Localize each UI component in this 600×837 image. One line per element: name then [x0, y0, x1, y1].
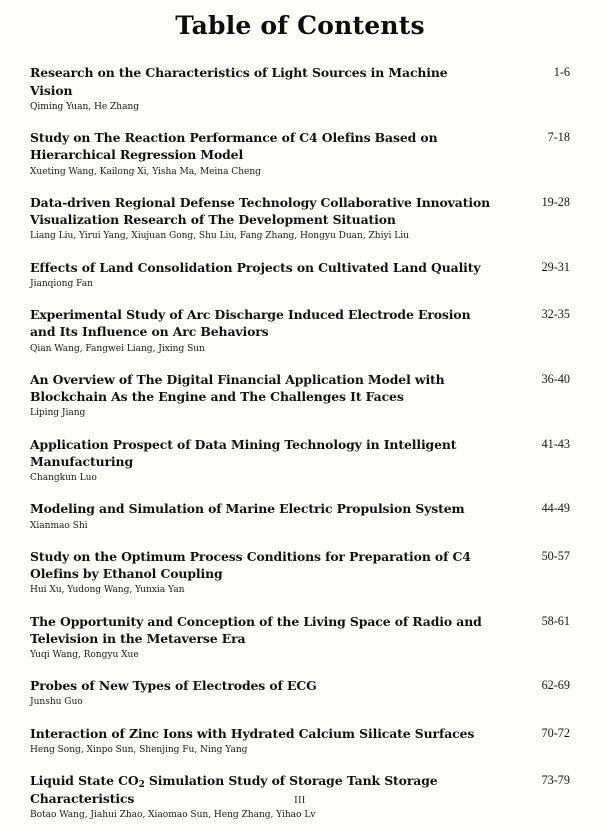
- toc-entry[interactable]: [30, 64, 570, 114]
- toc-entry[interactable]: [30, 129, 570, 179]
- toc-entry[interactable]: [30, 306, 570, 356]
- toc-entry[interactable]: [30, 259, 570, 292]
- page-folio: III: [294, 795, 306, 806]
- toc-entry-title[interactable]: Liquid State $CO_2$ Simulation Study of Storage Tank Storage Characteristics: [30, 772, 438, 806]
- toc-entry-title[interactable]: Study on The Reaction Performance of C4 Olefins Based on Hierarchical Regression Model: [30, 129, 438, 163]
- toc-entry-row: [30, 306, 570, 341]
- toc-entry-title[interactable]: Probes of New Types of Electrodes of ECG: [30, 678, 317, 694]
- toc-entry-title[interactable]: Interaction of Zinc Ions with Hydrated Calcium Silicate Surfaces: [30, 725, 475, 741]
- toc-entry-pages: 50-57: [541, 548, 570, 563]
- toc-entry-row: [30, 548, 570, 583]
- toc-entry[interactable]: [30, 371, 570, 421]
- toc-entry[interactable]: [30, 725, 570, 758]
- toc-entry-row: [30, 194, 570, 229]
- toc-entry[interactable]: [30, 677, 570, 710]
- toc-entry-title[interactable]: Modeling and Simulation of Marine Electric Propulsion System: [30, 501, 465, 517]
- toc-entry-title[interactable]: The Opportunity and Conception of the Living Space of Radio and Television in the Metaverse Era: [30, 613, 482, 647]
- toc-entry-authors: Heng Song, Xinpo Sun, Shenjing Fu, Ning Yang: [30, 744, 248, 755]
- toc-entry-title[interactable]: Data-driven Regional Defense Technology Collaborative Innovation Visualization Research of The Development Situation: [30, 194, 491, 228]
- toc-entry-authors: Botao Wang, Jiahui Zhao, Xiaomao Sun, Heng Zhang, Yihao Lv: [30, 809, 316, 820]
- toc-entry-pages: 41-43: [541, 436, 570, 451]
- toc-entry-authors: Liping Jiang: [30, 408, 86, 419]
- toc-entry-row: [30, 259, 570, 277]
- toc-entry-pages: 7-18: [547, 129, 570, 144]
- toc-entry-title[interactable]: Study on the Optimum Process Conditions for Preparation of C4 Olefins by Ethanol Coupling: [30, 548, 471, 582]
- toc-entry-pages: 44-49: [541, 501, 570, 516]
- toc-entry-row: [30, 64, 570, 99]
- toc-entry-authors: Yuqi Wang, Rongyu Xue: [30, 650, 139, 661]
- toc-entry-authors: Xueting Wang, Kailong Xi, Yisha Ma, Meina Cheng: [30, 166, 261, 177]
- toc-entry-authors: Qiming Yuan, He Zhang: [30, 101, 140, 112]
- toc-entry-pages: 36-40: [541, 371, 570, 386]
- toc-entry-row: [30, 371, 570, 406]
- page-title: Table of Contents: [175, 11, 425, 40]
- toc-entry-row: [30, 725, 570, 743]
- toc-entry-pages: 62-69: [541, 678, 570, 693]
- toc-entry-title[interactable]: Application Prospect of Data Mining Technology in Intelligent Manufacturing: [30, 436, 457, 470]
- toc-entry[interactable]: [30, 548, 570, 598]
- toc-entry-row: [30, 613, 570, 648]
- toc-entry-authors: Liang Liu, Yirui Yang, Xiujuan Gong, Shu Liu, Fang Zhang, Hongyu Duan, Zhiyi Liu: [30, 231, 409, 242]
- toc-entry-authors: Changkun Luo: [30, 473, 97, 484]
- toc-entry-title[interactable]: Experimental Study of Arc Discharge Induced Electrode Erosion and Its Influence on Arc Behaviors: [30, 306, 471, 340]
- toc-entry[interactable]: [30, 436, 570, 486]
- toc-entry-authors: Hui Xu, Yudong Wang, Yunxia Yan: [30, 585, 185, 596]
- toc-entry-title[interactable]: Research on the Characteristics of Light Sources in Machine Vision: [30, 65, 448, 98]
- toc-entry-pages: 19-28: [541, 194, 570, 209]
- toc-entry-list: [30, 64, 570, 837]
- toc-entry[interactable]: [30, 613, 570, 663]
- toc-entry-row: [30, 677, 570, 695]
- toc-entry-title[interactable]: Effects of Land Consolidation Projects on Cultivated Land Quality: [30, 259, 481, 275]
- toc-entry[interactable]: [30, 500, 570, 533]
- toc-entry-authors: Qian Wang, Fangwei Liang, Jixing Sun: [30, 343, 205, 354]
- toc-entry[interactable]: [30, 194, 570, 244]
- toc-entry-pages: 29-31: [541, 259, 570, 274]
- toc-entry-pages: 1-6: [553, 65, 570, 79]
- toc-entry-pages: 73-79: [541, 772, 570, 787]
- toc-entry-authors: Jianqiong Fan: [30, 278, 93, 289]
- toc-entry-authors: Xianmao Shi: [30, 520, 88, 531]
- toc-entry-row: [30, 436, 570, 471]
- toc-entry-title[interactable]: An Overview of The Digital Financial Application Model with Blockchain As the Engine and The Challenges It Faces: [30, 371, 445, 405]
- toc-entry-pages: 32-35: [541, 306, 570, 321]
- toc-entry-row: [30, 500, 570, 518]
- toc-entry-pages: 58-61: [541, 613, 570, 628]
- toc-entry-row: [30, 129, 570, 164]
- toc-entry-authors: Junshu Guo: [30, 697, 83, 708]
- toc-entry-pages: 70-72: [541, 725, 570, 740]
